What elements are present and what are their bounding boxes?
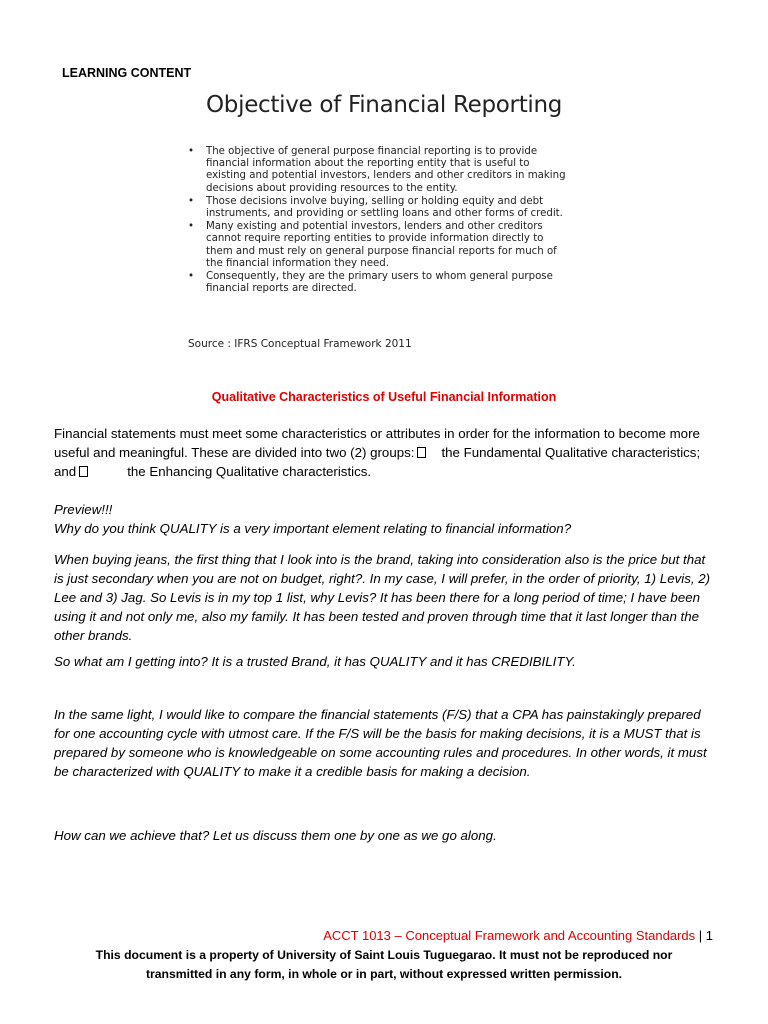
trusted-brand-paragraph: So what am I getting into? It is a trusted Brand, it has QUALITY and it has CREDIBILITY. [54,654,576,669]
intro-text-c: the Enhancing Qualitative characteristics. [127,464,372,479]
learning-content-heading: LEARNING CONTENT [62,66,192,80]
slide-bullet: • Many existing and potential investors, lenders and other creditors cannot require reporting entities to provide information directly to them and must rely on general purpose financial reports for much of the financial information they need. [188,221,568,270]
preview-paragraph [54,500,718,538]
slide-bullet: • Consequently, they are the primary users to whom general purpose financial reports are directed. [188,271,568,295]
slide-title: Objective of Financial Reporting [206,92,563,118]
preview-question: Why do you think QUALITY is a very important element relating to financial information? [54,521,572,536]
notice-line-2: transmitted in any form, in whole or in part, without expressed written permission. [145,967,623,981]
intro-text-b: the Fundamental Qualitative characteristics; and [54,445,701,479]
slide-bullet-list [188,146,568,296]
copyright-notice [0,946,768,984]
jeans-paragraph: When buying jeans, the first thing that I look into is the brand, taking into consideration also is the price but that is just secondary when you are not on budget, right?. In my case, I will prefer, in the order of priority, 1) Levis, 2) Lee and 3) Jag. So Levis is in my top 1 list, why Levis? It has been there for a long period of time; I have been using it and not only me, also my family. It has been tested and proven through time that it last longer than the other brands. [54,552,711,643]
checkbox-glyph-icon [79,466,88,477]
footer-course-line [0,928,713,943]
intro-paragraph [54,424,718,481]
checkbox-glyph-icon [417,447,426,458]
intro-text-a: Financial statements must meet some characteristics or attributes in order for the information to become more useful and meaningful. These are divided into two (2) groups: [54,426,700,460]
closing-paragraph: How can we achieve that? Let us discuss them one by one as we go along. [54,828,497,843]
footer-separator: | [698,928,703,943]
slide-source: Source : IFRS Conceptual Framework 2011 [188,338,412,350]
notice-line-1: This document is a property of University of Saint Louis Tuguegarao. It must not be reproduced nor [95,948,673,962]
section-heading: Qualitative Characteristics of Useful Financial Information [211,390,557,404]
page-number: 1 [705,928,713,943]
financial-statements-paragraph: In the same light, I would like to compare the financial statements (F/S) that a CPA has painstakingly prepared for one accounting cycle with utmost care. If the F/S will be the basis for making decisions, it is a MUST that is prepared by someone who is knowledgeable on some accounting rules and procedures. In other words, it must be characterized with QUALITY to make it a credible basis for making a decision. [54,707,707,779]
preview-label: Preview!!! [54,502,113,517]
footer-course-title: ACCT 1013 – Conceptual Framework and Accounting Standards [323,928,696,943]
slide-bullet: • Those decisions involve buying, selling or holding equity and debt instruments, and providing or settling loans and other forms of credit. [188,196,568,220]
slide-bullet: • The objective of general purpose financial reporting is to provide financial information about the reporting entity that is useful to existing and potential investors, lenders and other creditors in making decisions about providing resources to the entity. [188,146,568,195]
